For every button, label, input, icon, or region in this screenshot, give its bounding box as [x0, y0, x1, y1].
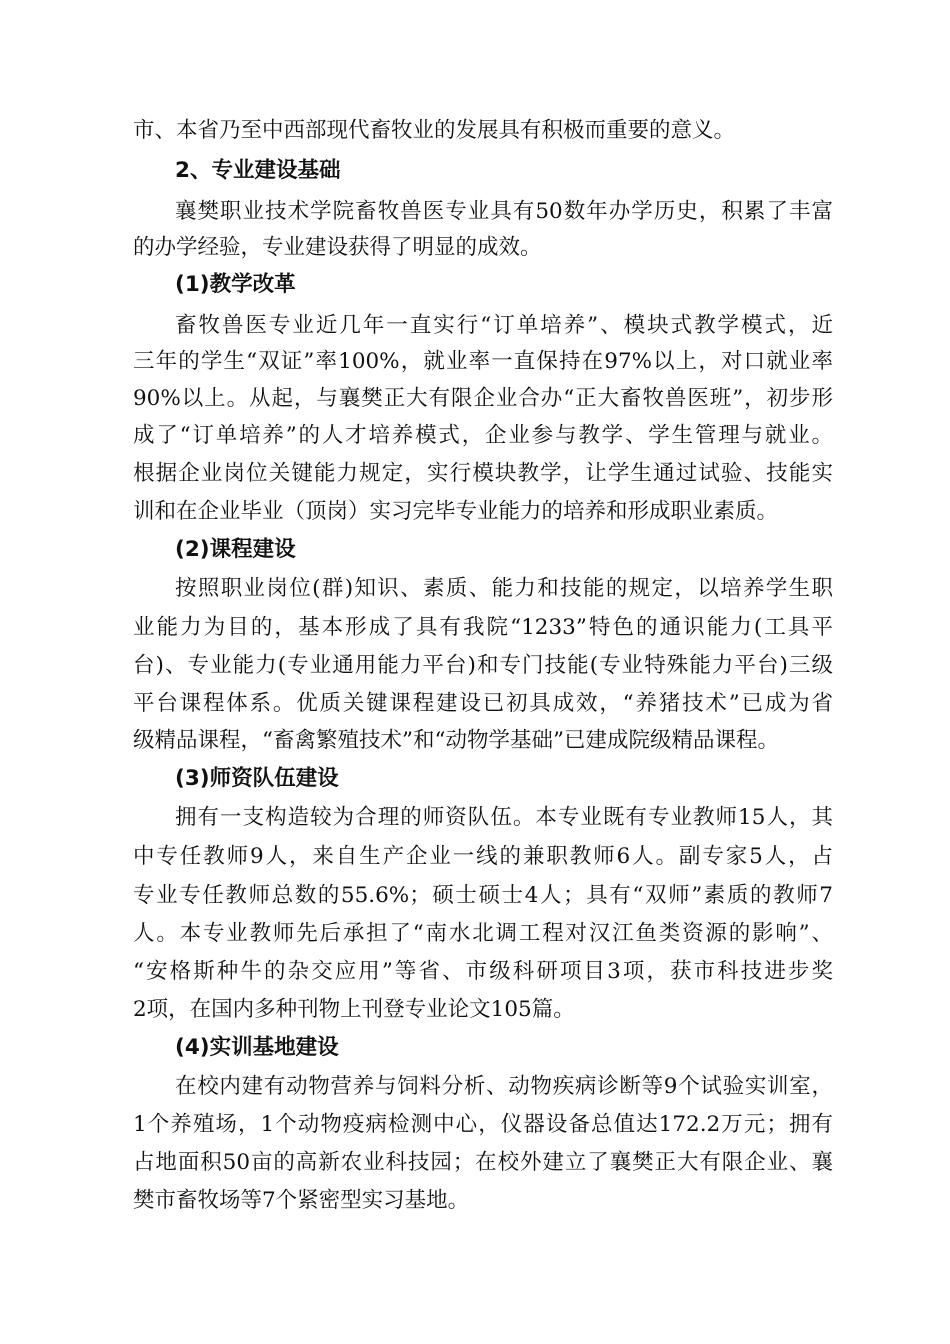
text-line: 级精品课程，“畜禽繁殖技术”和“动物学基础”已建成院级精品课程。 — [133, 728, 779, 753]
text-line: 拥有一支构造较为合理的师资队伍。本专业既有专业教师15人，其 — [175, 805, 833, 830]
text-line: 专业专任教师总数的55.6%；硕士硕士4人；具有“双师”素质的教师7 — [133, 883, 833, 908]
text-line: 襄樊职业技术学院畜牧兽医专业具有50数年办学历史，积累了丰富 — [175, 199, 833, 224]
section-heading: (2)课程建设 — [175, 537, 296, 562]
text-line: 在校内建有动物营养与饲料分析、动物疾病诊断等9个试验实训室， — [175, 1074, 833, 1099]
text-line: 三年的学生“双证”率100%，就业率一直保持在97%以上，对口就业率 — [133, 349, 833, 374]
section-heading: 2、专业建设基础 — [175, 158, 341, 183]
text-line: 畜牧兽医专业近几年一直实行“订单培养”、模块式教学模式，近 — [175, 313, 833, 338]
section-heading: (4)实训基地建设 — [175, 1035, 339, 1060]
text-line: 90%以上。从起，与襄樊正大有限企业合办“正大畜牧兽医班”，初步形 — [133, 386, 833, 411]
text-line: 业能力为目的，基本形成了具有我院“1233”特色的通识能力(工具平 — [133, 615, 833, 640]
text-line: 成了“订单培养”的人才培养模式，企业参与教学、学生管理与就业。 — [133, 423, 833, 448]
text-line: 台)、专业能力(专业通用能力平台)和专门技能(专业特殊能力平台)三级 — [133, 653, 833, 678]
section-heading: (1)教学改革 — [175, 272, 296, 297]
text-line: 根据企业岗位关键能力规定，实行模块教学，让学生通过试验、技能实 — [133, 461, 833, 486]
text-line: “安格斯种牛的杂交应用”等省、市级科研项目3项，获市科技进步奖 — [133, 959, 833, 984]
text-line: 按照职业岗位(群)知识、素质、能力和技能的规定，以培养学生职 — [175, 576, 833, 601]
text-line: 平台课程体系。优质关键课程建设已初具成效，“养猪技术”已成为省 — [133, 691, 833, 716]
text-line: 樊市畜牧场等7个紧密型实习基地。 — [133, 1188, 470, 1213]
text-line: 市、本省乃至中西部现代畜牧业的发展具有积极而重要的意义。 — [133, 118, 736, 143]
text-line: 训和在企业毕业（顶岗）实习完毕专业能力的培养和形成职业素质。 — [133, 499, 779, 524]
text-line: 人。本专业教师先后承担了“南水北调工程对汉江鱼类资源的影响”、 — [133, 921, 833, 946]
section-heading: (3)师资队伍建设 — [175, 766, 339, 791]
text-line: 的办学经验，专业建设获得了明显的成效。 — [133, 235, 542, 260]
text-line: 占地面积50亩的高新农业科技园；在校外建立了襄樊正大有限企业、襄 — [133, 1150, 833, 1175]
text-line: 2项，在国内多种刊物上刊登专业论文105篇。 — [133, 997, 575, 1022]
text-line: 中专任教师9人，来自生产企业一线的兼职教师6人。副专家5人，占 — [133, 844, 833, 869]
text-line: 1个养殖场，1个动物疫病检测中心，仪器设备总值达172.2万元；拥有 — [133, 1112, 833, 1137]
